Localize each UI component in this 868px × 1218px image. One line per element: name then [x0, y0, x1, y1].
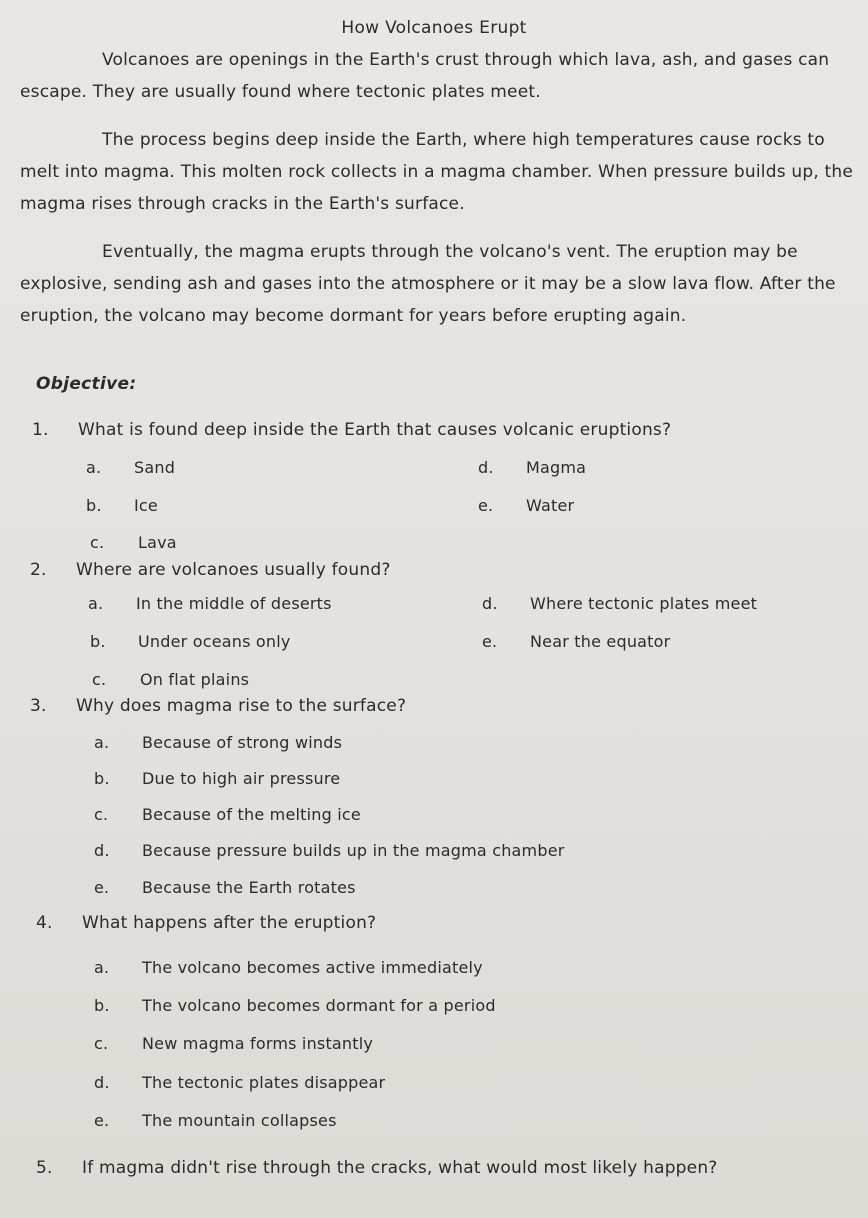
question-text: What is found deep inside the Earth that causes volcanic eruptions? — [78, 420, 672, 440]
q3-option-e: e. Because the Earth rotates — [94, 878, 356, 897]
q1-option-a: a. Sand — [86, 458, 176, 477]
q3-option-b: b. Due to high air pressure — [94, 769, 341, 788]
q1-option-e: e. Water — [478, 496, 575, 515]
q2-option-e: e. Near the equator — [482, 632, 671, 651]
question-number: 3. — [30, 696, 47, 716]
question-text: Where are volcanoes usually found? — [76, 560, 391, 580]
worksheet-title: How Volcanoes Erupt — [341, 18, 527, 38]
q1-option-d: d. Magma — [478, 458, 587, 477]
question-number: 4. — [36, 913, 53, 933]
q2-option-b: b. Under oceans only — [90, 632, 291, 651]
q3-option-c: c. Because of the melting ice — [94, 805, 361, 824]
question-5 — [36, 1158, 718, 1178]
q4-option-c: c. New magma forms instantly — [94, 1034, 374, 1053]
q1-option-b: b. Ice — [86, 496, 158, 515]
q2-option-a: a. In the middle of deserts — [88, 594, 332, 613]
q1-option-c: c. Lava — [90, 533, 177, 552]
q4-option-d: d. The tectonic plates disappear — [94, 1073, 386, 1092]
q3-option-d: d. Because pressure builds up in the magma chamber — [94, 841, 565, 860]
question-text: What happens after the eruption? — [82, 913, 377, 933]
question-number: 2. — [30, 560, 47, 580]
eruption-paragraph: Eventually, the magma erupts through the volcano's vent. The eruption may be explosive, sending ash and gases into the atmosphere or it may be a slow lava flow. After the eruption, the volcano may become dormant for years before erupting again. — [20, 242, 836, 326]
question-number: 1. — [32, 420, 49, 440]
objective-heading: Objective: — [36, 374, 137, 394]
question-1 — [32, 420, 671, 440]
question-text: If magma didn't rise through the cracks, what would most likely happen? — [82, 1158, 718, 1178]
question-3 — [30, 696, 406, 716]
question-text: Why does magma rise to the surface? — [76, 696, 407, 716]
q2-option-c: c. On flat plains — [92, 670, 250, 689]
question-2 — [30, 560, 391, 580]
question-4 — [36, 913, 376, 933]
q2-option-d: d. Where tectonic plates meet — [482, 594, 758, 613]
q4-option-e: e. The mountain collapses — [94, 1111, 337, 1130]
process-paragraph: The process begins deep inside the Earth, where high temperatures cause rocks to melt into magma. This molten rock collects in a magma chamber. When pressure builds up, the magma rises through cracks in the Earth's surface. — [20, 130, 854, 214]
q4-option-b: b. The volcano becomes dormant for a period — [94, 996, 496, 1015]
q4-option-a: a. The volcano becomes active immediately — [94, 958, 483, 977]
question-number: 5. — [36, 1158, 53, 1178]
q3-option-a: a. Because of strong winds — [94, 733, 343, 752]
intro-paragraph: Volcanoes are openings in the Earth's crust through which lava, ash, and gases can escape. They are usually found where tectonic plates meet. — [20, 50, 830, 102]
